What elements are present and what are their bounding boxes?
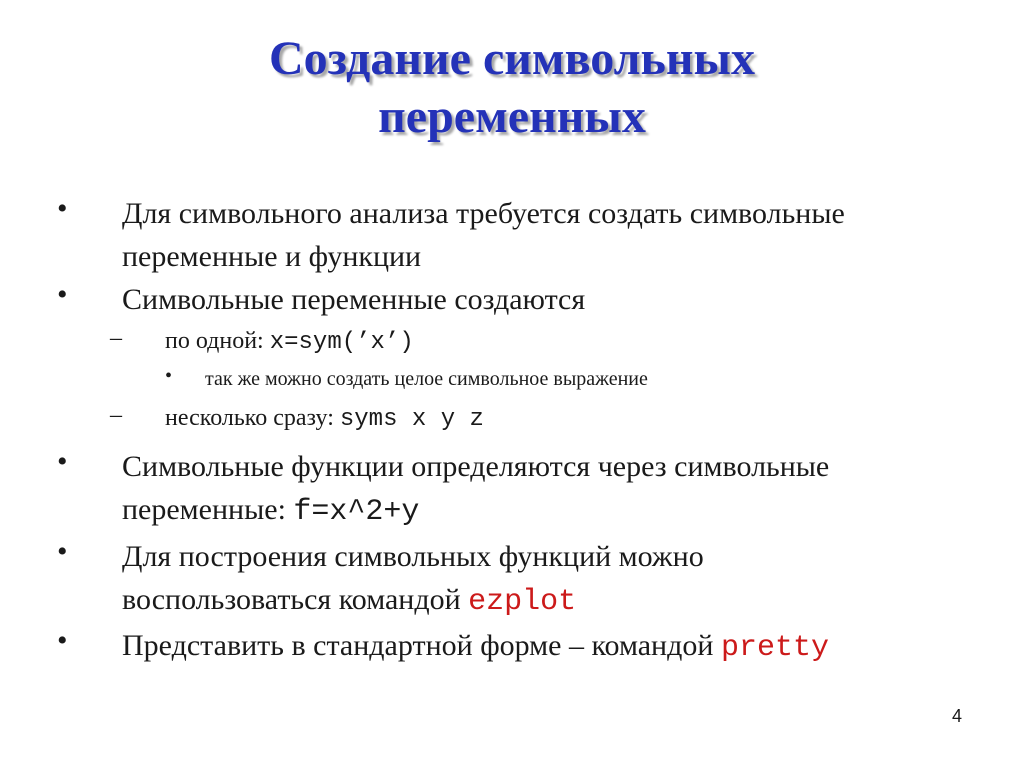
bullet-text-line-1: Символьные функции определяются через символьные <box>122 450 830 483</box>
bullet-marker: • <box>57 445 68 478</box>
bullet-marker: • <box>57 535 68 568</box>
bullet-marker: • <box>165 365 173 387</box>
sub-item-text <box>165 402 865 436</box>
bullet-text-line-2: переменные: <box>122 493 286 526</box>
slide-title <box>112 30 912 146</box>
title-line-2: переменных <box>378 90 646 143</box>
command-ezplot: ezplot <box>468 585 577 619</box>
sub-item-text <box>165 325 865 359</box>
bullet-text: Символьные переменные создаются <box>122 283 586 316</box>
bullet-text <box>122 535 922 624</box>
bullet-text-line-1: Для символьного анализа требуется создать символьные <box>122 197 845 230</box>
code-snippet: syms x y z <box>339 406 484 433</box>
bullet-text-line-1: Для построения символьных функций можно <box>122 540 704 573</box>
dash-marker: – <box>110 402 122 428</box>
sub-item-label: по одной: <box>165 328 264 354</box>
bullet-text-line-2: переменные и функции <box>122 240 422 273</box>
bullet-marker: • <box>57 192 68 225</box>
page-number: 4 <box>952 706 963 726</box>
subsub-item-text: так же можно создать целое символьное выражение <box>205 368 648 390</box>
bullet-marker: • <box>57 624 68 657</box>
dash-marker: – <box>110 325 122 351</box>
title-line-1: Создание символьных <box>268 32 756 85</box>
command-pretty: pretty <box>720 631 829 665</box>
code-snippet: f=x^2+y <box>293 495 420 529</box>
bullet-text <box>122 624 922 670</box>
sub-item-label: несколько сразу: <box>165 405 334 431</box>
bullet-marker: • <box>57 278 68 311</box>
bullet-text-line-2: воспользоваться командой <box>122 583 461 616</box>
bullet-text-line-1: Представить в стандартной форме – командой <box>122 629 714 662</box>
bullet-text <box>122 192 922 278</box>
bullet-text <box>122 445 922 534</box>
code-snippet: x=sym(’x’) <box>269 329 414 356</box>
